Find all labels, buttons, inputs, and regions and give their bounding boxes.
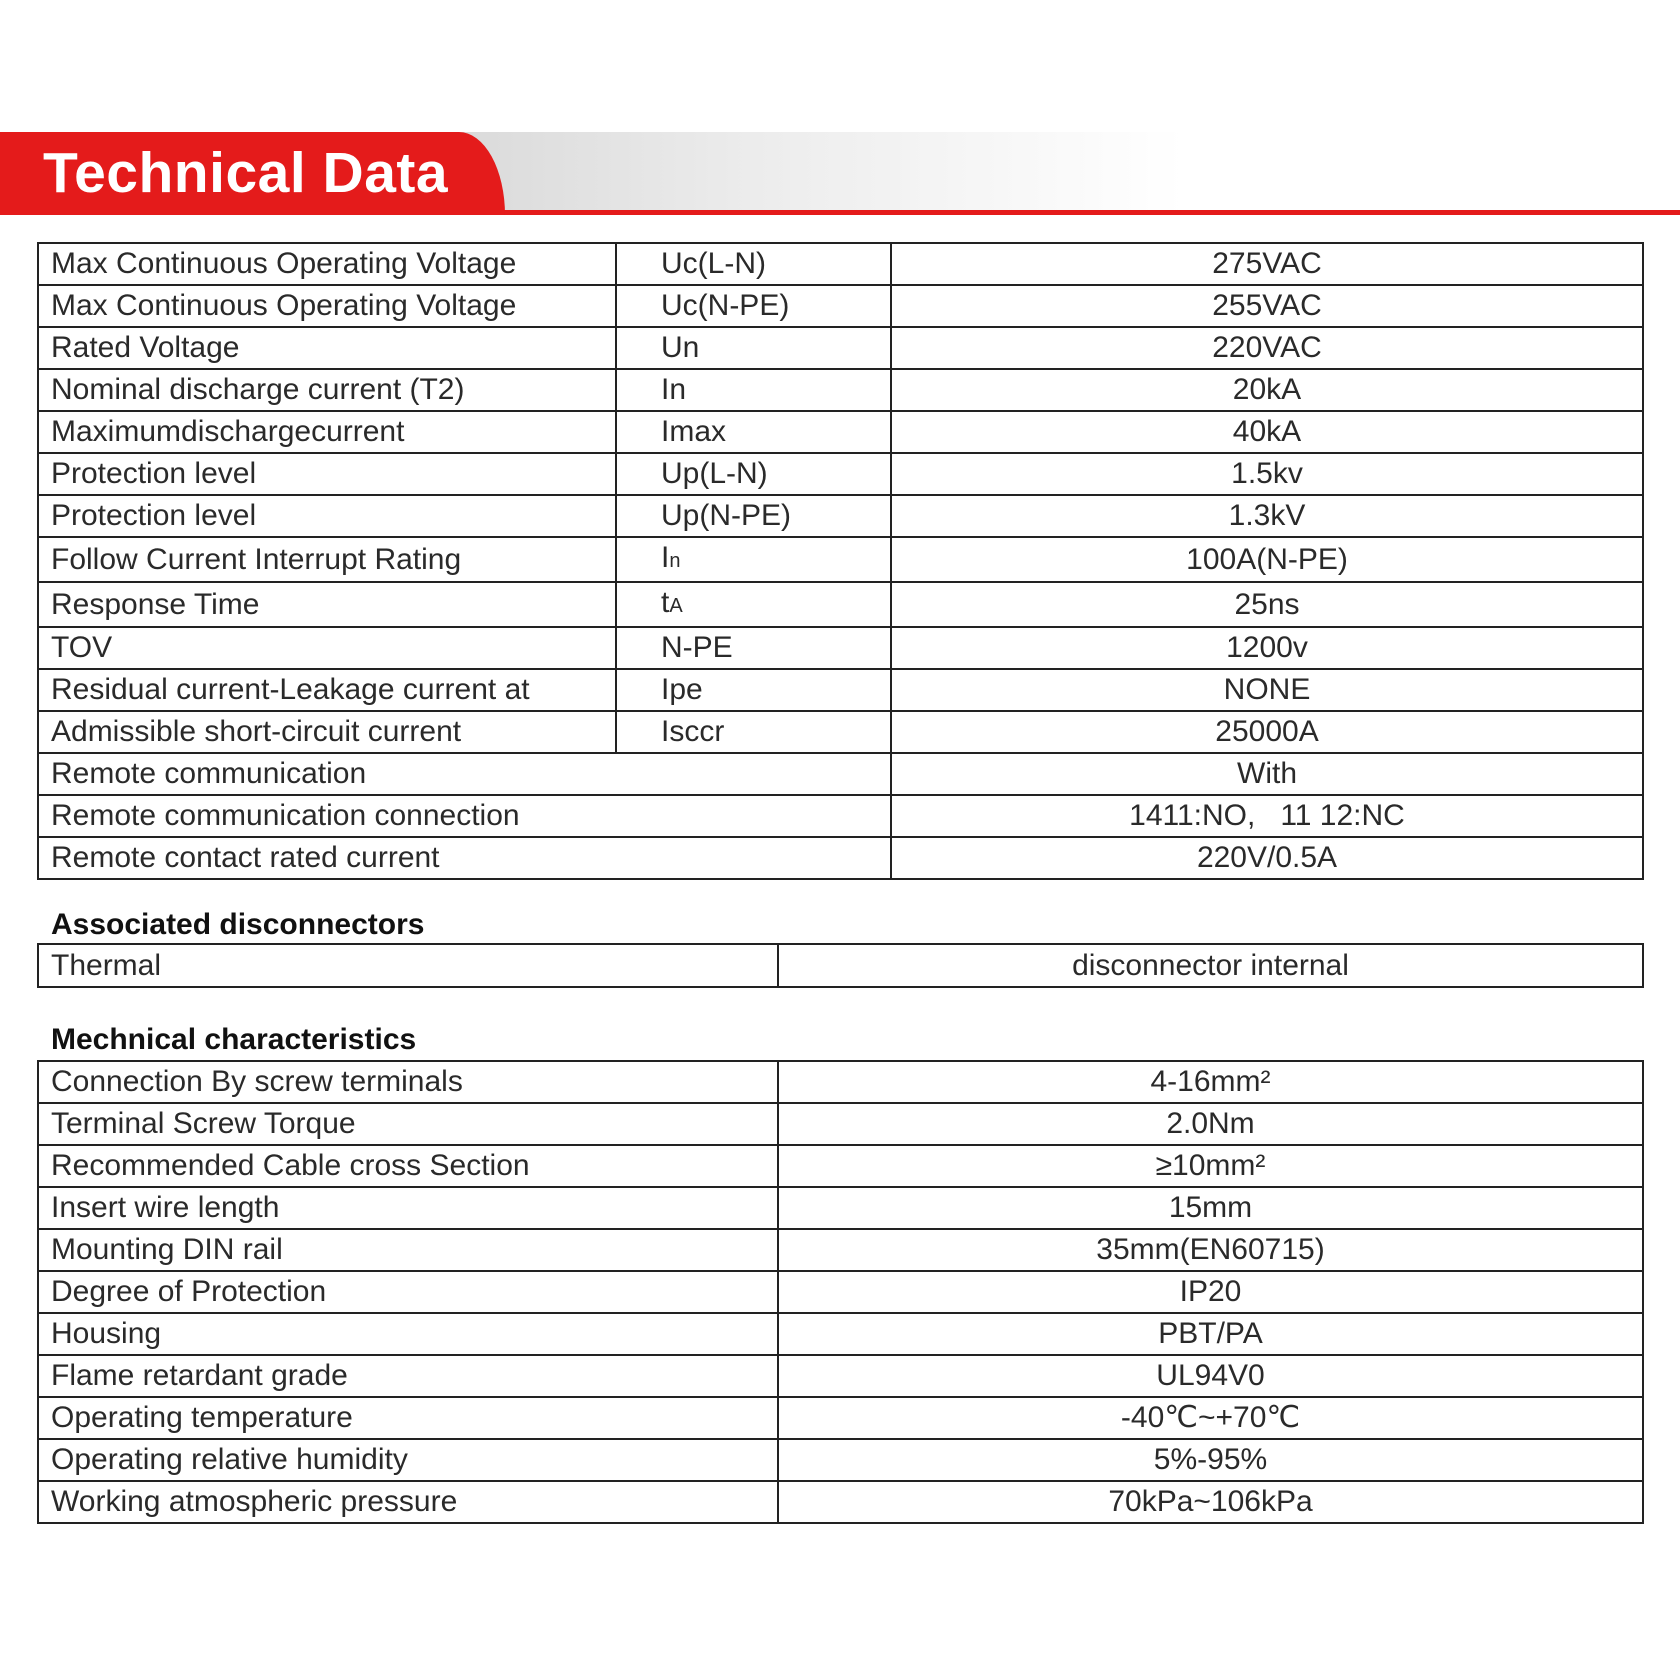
spec-label: Protection level [38, 453, 616, 495]
disconnectors-section-title: Associated disconnectors [51, 908, 425, 941]
spec-symbol: In [616, 369, 891, 411]
disconnectors-table [37, 943, 1644, 988]
table-row [38, 1271, 1643, 1313]
spec-symbol: Un [616, 327, 891, 369]
table-row [38, 285, 1643, 327]
spec-value: 4-16mm² [778, 1061, 1643, 1103]
table-row [38, 1229, 1643, 1271]
spec-label: Protection level [38, 495, 616, 537]
spec-value: 1.3kV [891, 495, 1643, 537]
spec-symbol: Imax [616, 411, 891, 453]
banner-gradient [440, 132, 1680, 214]
spec-label: Terminal Screw Torque [38, 1103, 778, 1145]
table-row [38, 1145, 1643, 1187]
spec-label: Remote contact rated current [38, 837, 891, 879]
spec-symbol: N-PE [616, 627, 891, 669]
spec-value: IP20 [778, 1271, 1643, 1313]
spec-value: 35mm(EN60715) [778, 1229, 1643, 1271]
table-row [38, 1481, 1643, 1523]
spec-label: Degree of Protection [38, 1271, 778, 1313]
spec-symbol: Uc(L-N) [616, 243, 891, 285]
spec-label: Maximumdischargecurrent [38, 411, 616, 453]
spec-value: UL94V0 [778, 1355, 1643, 1397]
table-row [38, 1397, 1643, 1439]
spec-value: ≥10mm² [778, 1145, 1643, 1187]
spec-value: 100A(N-PE) [891, 537, 1643, 582]
symbol-subscript: A [669, 595, 683, 617]
table-row [38, 537, 1643, 582]
spec-symbol: Up(N-PE) [616, 495, 891, 537]
banner-title-tab [0, 132, 505, 215]
spec-label: Connection By screw terminals [38, 1061, 778, 1103]
table-row [38, 711, 1643, 753]
table-row [38, 327, 1643, 369]
spec-label: Insert wire length [38, 1187, 778, 1229]
spec-value: 220V/0.5A [891, 837, 1643, 879]
spec-label: Working atmospheric pressure [38, 1481, 778, 1523]
table-row [38, 243, 1643, 285]
spec-value: 255VAC [891, 285, 1643, 327]
spec-value: 275VAC [891, 243, 1643, 285]
table-row [38, 582, 1643, 627]
symbol-main: I [661, 541, 670, 574]
table-row [38, 1061, 1643, 1103]
spec-label: TOV [38, 627, 616, 669]
spec-label: Recommended Cable cross Section [38, 1145, 778, 1187]
table-row [38, 453, 1643, 495]
symbol-subscript: n [669, 550, 681, 572]
table-row [38, 411, 1643, 453]
table-row [38, 837, 1643, 879]
table-row [38, 795, 1643, 837]
spec-label: Housing [38, 1313, 778, 1355]
spec-label: Admissible short-circuit current [38, 711, 616, 753]
table-row [38, 627, 1643, 669]
table-row [38, 1313, 1643, 1355]
spec-label: Remote communication connection [38, 795, 891, 837]
spec-value: 5%-95% [778, 1439, 1643, 1481]
table-row [38, 1187, 1643, 1229]
table-row [38, 753, 1643, 795]
spec-value: 70kPa~106kPa [778, 1481, 1643, 1523]
table-row [38, 369, 1643, 411]
spec-symbol [616, 537, 891, 582]
spec-label: Response Time [38, 582, 616, 627]
spec-symbol: Isccr [616, 711, 891, 753]
spec-label: Nominal discharge current (T2) [38, 369, 616, 411]
spec-value: NONE [891, 669, 1643, 711]
mechanical-specs-table [37, 1060, 1644, 1524]
spec-label: Thermal [38, 944, 778, 987]
spec-value: 15mm [778, 1187, 1643, 1229]
mechanical-section-title: Mechnical characteristics [51, 1023, 417, 1056]
page-title: Technical Data [43, 141, 449, 205]
spec-label: Mounting DIN rail [38, 1229, 778, 1271]
spec-value: 1411:NO, 11 12:NC [891, 795, 1643, 837]
table-row [38, 669, 1643, 711]
spec-label: Operating relative humidity [38, 1439, 778, 1481]
spec-symbol: Up(L-N) [616, 453, 891, 495]
spec-symbol [616, 582, 891, 627]
spec-value: 220VAC [891, 327, 1643, 369]
spec-label: Rated Voltage [38, 327, 616, 369]
spec-value: 2.0Nm [778, 1103, 1643, 1145]
spec-value: -40℃~+70℃ [778, 1397, 1643, 1439]
spec-value: With [891, 753, 1643, 795]
spec-value: 40kA [891, 411, 1643, 453]
spec-label: Max Continuous Operating Voltage [38, 243, 616, 285]
spec-value: PBT/PA [778, 1313, 1643, 1355]
table-row [38, 1439, 1643, 1481]
spec-symbol: Uc(N-PE) [616, 285, 891, 327]
table-row [38, 495, 1643, 537]
spec-value: 25ns [891, 582, 1643, 627]
symbol-main: t [661, 586, 670, 619]
spec-value: 25000A [891, 711, 1643, 753]
table-row [38, 1103, 1643, 1145]
spec-value: 1.5kv [891, 453, 1643, 495]
spec-value: disconnector internal [778, 944, 1643, 987]
spec-label: Residual current-Leakage current at [38, 669, 616, 711]
spec-symbol: Ipe [616, 669, 891, 711]
spec-label: Remote communication [38, 753, 891, 795]
spec-value: 1200v [891, 627, 1643, 669]
spec-label: Flame retardant grade [38, 1355, 778, 1397]
header-banner [0, 132, 1680, 214]
spec-label: Max Continuous Operating Voltage [38, 285, 616, 327]
table-row [38, 944, 1643, 987]
table-row [38, 1355, 1643, 1397]
electrical-specs-table [37, 242, 1644, 880]
spec-label: Follow Current Interrupt Rating [38, 537, 616, 582]
spec-label: Operating temperature [38, 1397, 778, 1439]
spec-value: 20kA [891, 369, 1643, 411]
